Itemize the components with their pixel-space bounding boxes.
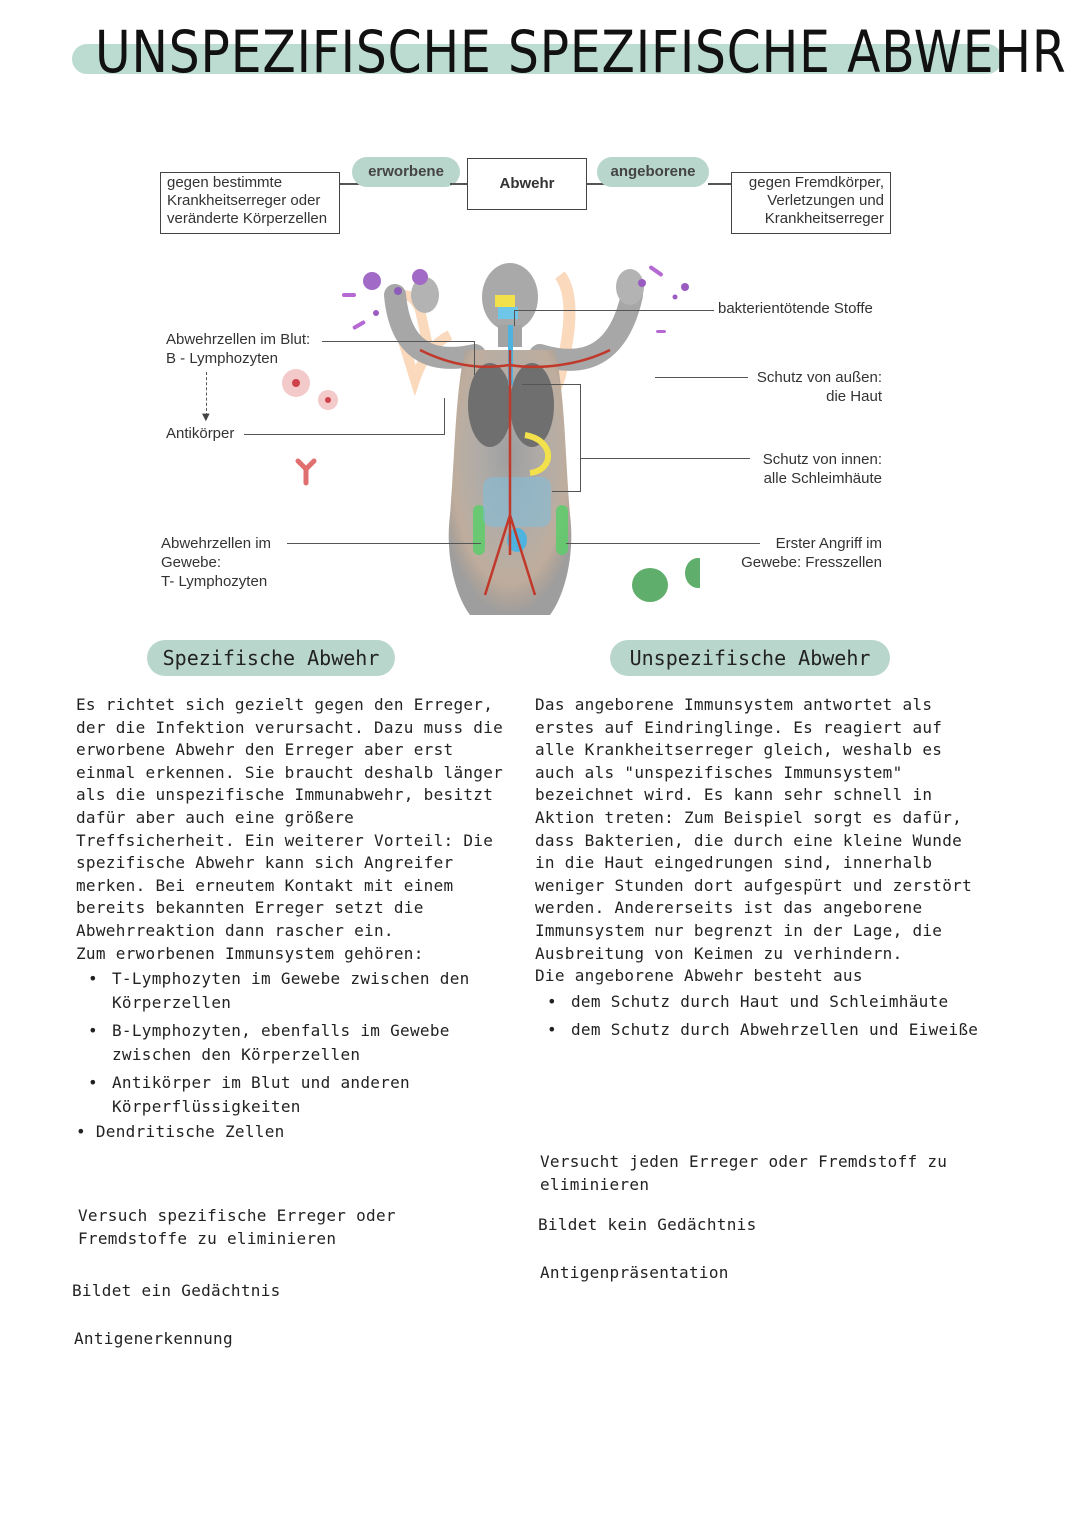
leader-line [287, 543, 481, 544]
unspecific-note-eliminate: Versucht jeden Erreger oder Fremdstoff zu eliminieren [540, 1152, 948, 1194]
arrow-head-icon: ▼ [202, 412, 210, 423]
specific-note-eliminate: Versuch spezifische Erreger oder Fremdstoffe zu eliminieren [78, 1206, 396, 1248]
leader-line [552, 491, 580, 492]
label-tissue-cells-line2: Gewebe: [161, 554, 222, 571]
leader-line [322, 341, 474, 342]
defense-box: Abwehr [467, 158, 587, 210]
label-blood-cells [166, 330, 310, 368]
unspecific-text-block [535, 694, 985, 1046]
specific-paragraph: Es richtet sich gezielt gegen den Erreger, der die Infektion verursacht. Dazu muss die erworbene Abwehr den Erreger aber erst einmal erkennen. Sie braucht deshalb länger als die unspezifische Immunabwehr, besitzt dafür aber auch eine größere Treffsicherheit. Ein weiterer Vorteil: Die spezifische Abwehr kann sich Angreifer merken. Bei erneutem Kontakt mit einem bereits bekannten Erreger setzt die Abwehrreaktion dann rascher ein. [76, 695, 504, 940]
body-illustration [280, 255, 700, 615]
label-blood-cells-line2: B - Lymphozyten [166, 350, 278, 367]
label-antibodies: Antikörper [166, 425, 235, 442]
label-inner-line2: alle Schleimhäute [763, 470, 882, 487]
specific-text-block [76, 694, 506, 1144]
label-outer-line1: Schutz von außen: [756, 369, 882, 386]
innate-description-box: gegen Fremdkörper, Verletzungen und Krankheitserreger [731, 172, 891, 234]
label-tissue-cells-line3: T- Lymphozyten [161, 573, 268, 590]
label-inner-line1: Schutz von innen: [762, 451, 882, 468]
list-item: • dem Schutz durch Abwehrzellen und Eiweiße [571, 1018, 985, 1042]
label-outer-line2: die Haut [826, 388, 882, 405]
specific-list [76, 967, 506, 1119]
leader-line [514, 310, 714, 311]
label-outer-protection [700, 368, 882, 406]
innate-pill: angeborene [597, 157, 709, 187]
label-first-line1: Erster Angriff im [775, 535, 882, 552]
leader-line [522, 384, 580, 385]
label-first-line2: Gewebe: Fresszellen [741, 554, 882, 571]
list-item: • B-Lymphozyten, ebenfalls im Gewebe zwischen den Körperzellen [112, 1019, 506, 1067]
leader-line [474, 341, 475, 375]
unspecific-note-antigen: Antigenpräsentation [540, 1263, 729, 1282]
page-title: UNSPEZIFISCHE SPEZIFISCHE ABWEHR [95, 18, 1067, 86]
label-inner-protection [700, 450, 882, 488]
leader-line [244, 434, 444, 435]
label-blood-cells-line1: Abwehrzellen im Blut: [166, 331, 311, 348]
leader-line [444, 398, 445, 435]
unspecific-paragraph: Das angeborene Immunsystem antwortet als erstes auf Eindringlinge. Es reagiert auf alle Krankheitserreger gleich, weshalb es auch als "unspezifisches Immunsystem" bezeichnet wird. Es kann sehr schnell in Aktion treten: Zum Beispiel sorgt es dafür, dass Bakterien, die durch eine kleine Wunde in die Haut eingedrungen sind, innerhalb weniger Stunden dort aufgespürt und zerstört werden. Andererseits ist das angeborene Immunsystem nur begrenzt in der Lage, die Ausbreitung von Keimen zu verhindern. [535, 695, 973, 963]
specific-list-intro: Zum erworbenen Immunsystem gehören: [76, 943, 424, 963]
connector [450, 183, 468, 185]
specific-heading: Spezifische Abwehr [147, 640, 395, 676]
leader-line [580, 384, 581, 492]
label-bactericidal: bakterientötende Stoffe [718, 300, 873, 317]
arrow-down-icon [206, 372, 208, 416]
unspecific-list-intro: Die angeborene Abwehr besteht aus [535, 966, 863, 986]
list-item: • dem Schutz durch Haut und Schleimhäute [571, 990, 985, 1014]
unspecific-note-memory: Bildet kein Gedächtnis [538, 1215, 757, 1234]
list-item: • T-Lymphozyten im Gewebe zwischen den Körperzellen [112, 967, 506, 1015]
acquired-pill: erworbene [352, 157, 460, 187]
specific-note-antigen: Antigenerkennung [74, 1329, 233, 1348]
label-tissue-cells [161, 534, 271, 591]
unspecific-list [535, 990, 985, 1042]
leader-line [514, 310, 515, 326]
connector [708, 183, 732, 185]
label-tissue-cells-line1: Abwehrzellen im [161, 535, 272, 552]
label-first-attack [700, 534, 882, 572]
unspecific-heading: Unspezifische Abwehr [610, 640, 890, 676]
acquired-description-box: gegen bestimmte Krankheitserreger oder veränderte Körperzellen [160, 172, 340, 234]
specific-extra-item: • Dendritische Zellen [76, 1122, 285, 1142]
specific-note-memory: Bildet ein Gedächtnis [72, 1281, 281, 1300]
list-item: • Antikörper im Blut und anderen Körperflüssigkeiten [112, 1071, 506, 1119]
